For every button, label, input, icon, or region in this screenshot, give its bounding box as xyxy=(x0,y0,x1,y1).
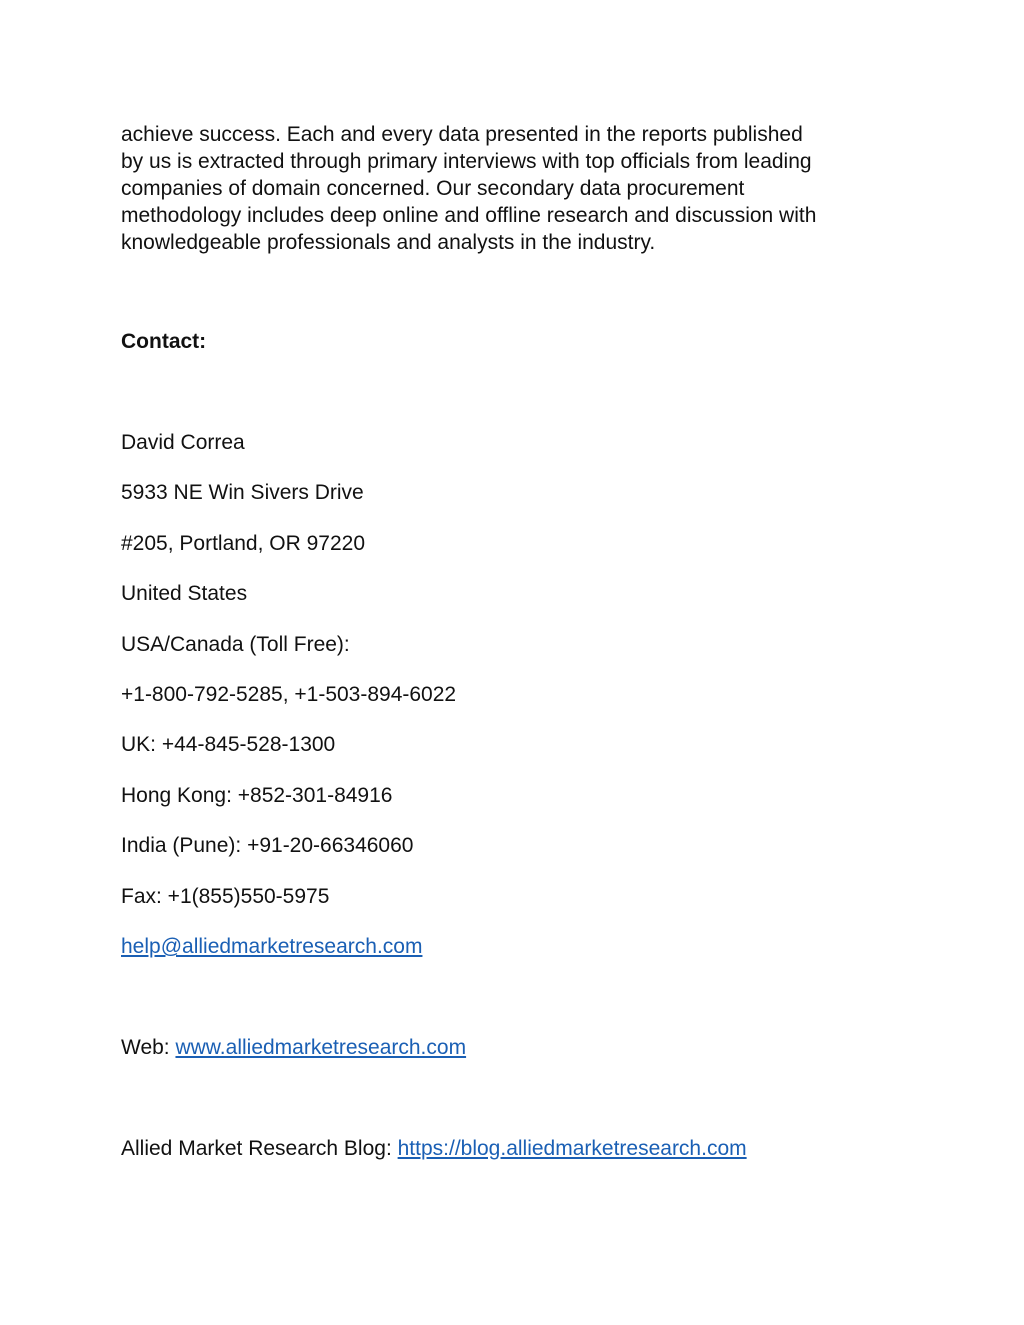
contact-heading: Contact: xyxy=(121,330,207,353)
country: United States xyxy=(121,582,248,605)
toll-free-label: USA/Canada (Toll Free): xyxy=(121,633,350,656)
intro-line-5: knowledgeable professionals and analysts in the industry. xyxy=(121,231,656,254)
address-line-1: 5933 NE Win Sivers Drive xyxy=(121,481,364,504)
intro-paragraph xyxy=(121,121,921,256)
web-link[interactable]: www.alliedmarketresearch.com xyxy=(175,1036,467,1059)
hong-kong-phone: Hong Kong: +852-301-84916 xyxy=(121,784,393,807)
intro-line-3: companies of domain concerned. Our secondary data procurement xyxy=(121,177,745,200)
email-line xyxy=(121,933,422,960)
address-line-2: #205, Portland, OR 97220 xyxy=(121,532,366,555)
web-line xyxy=(121,1034,466,1061)
intro-line-4: methodology includes deep online and offline research and discussion with xyxy=(121,204,817,227)
uk-phone: UK: +44-845-528-1300 xyxy=(121,733,336,756)
web-label: Web: xyxy=(121,1036,176,1059)
blog-link[interactable]: https://blog.alliedmarketresearch.com xyxy=(397,1137,747,1160)
intro-line-1: achieve success. Each and every data presented in the reports published xyxy=(121,123,803,146)
contact-name: David Correa xyxy=(121,431,245,454)
fax-number: Fax: +1(855)550-5975 xyxy=(121,885,330,908)
email-link[interactable]: help@alliedmarketresearch.com xyxy=(121,935,423,958)
toll-free-numbers: +1-800-792-5285, +1-503-894-6022 xyxy=(121,683,457,706)
blog-label: Allied Market Research Blog: xyxy=(121,1137,398,1160)
blog-line xyxy=(121,1135,747,1162)
india-phone: India (Pune): +91-20-66346060 xyxy=(121,834,414,857)
intro-line-2: by us is extracted through primary interviews with top officials from leading xyxy=(121,150,812,173)
